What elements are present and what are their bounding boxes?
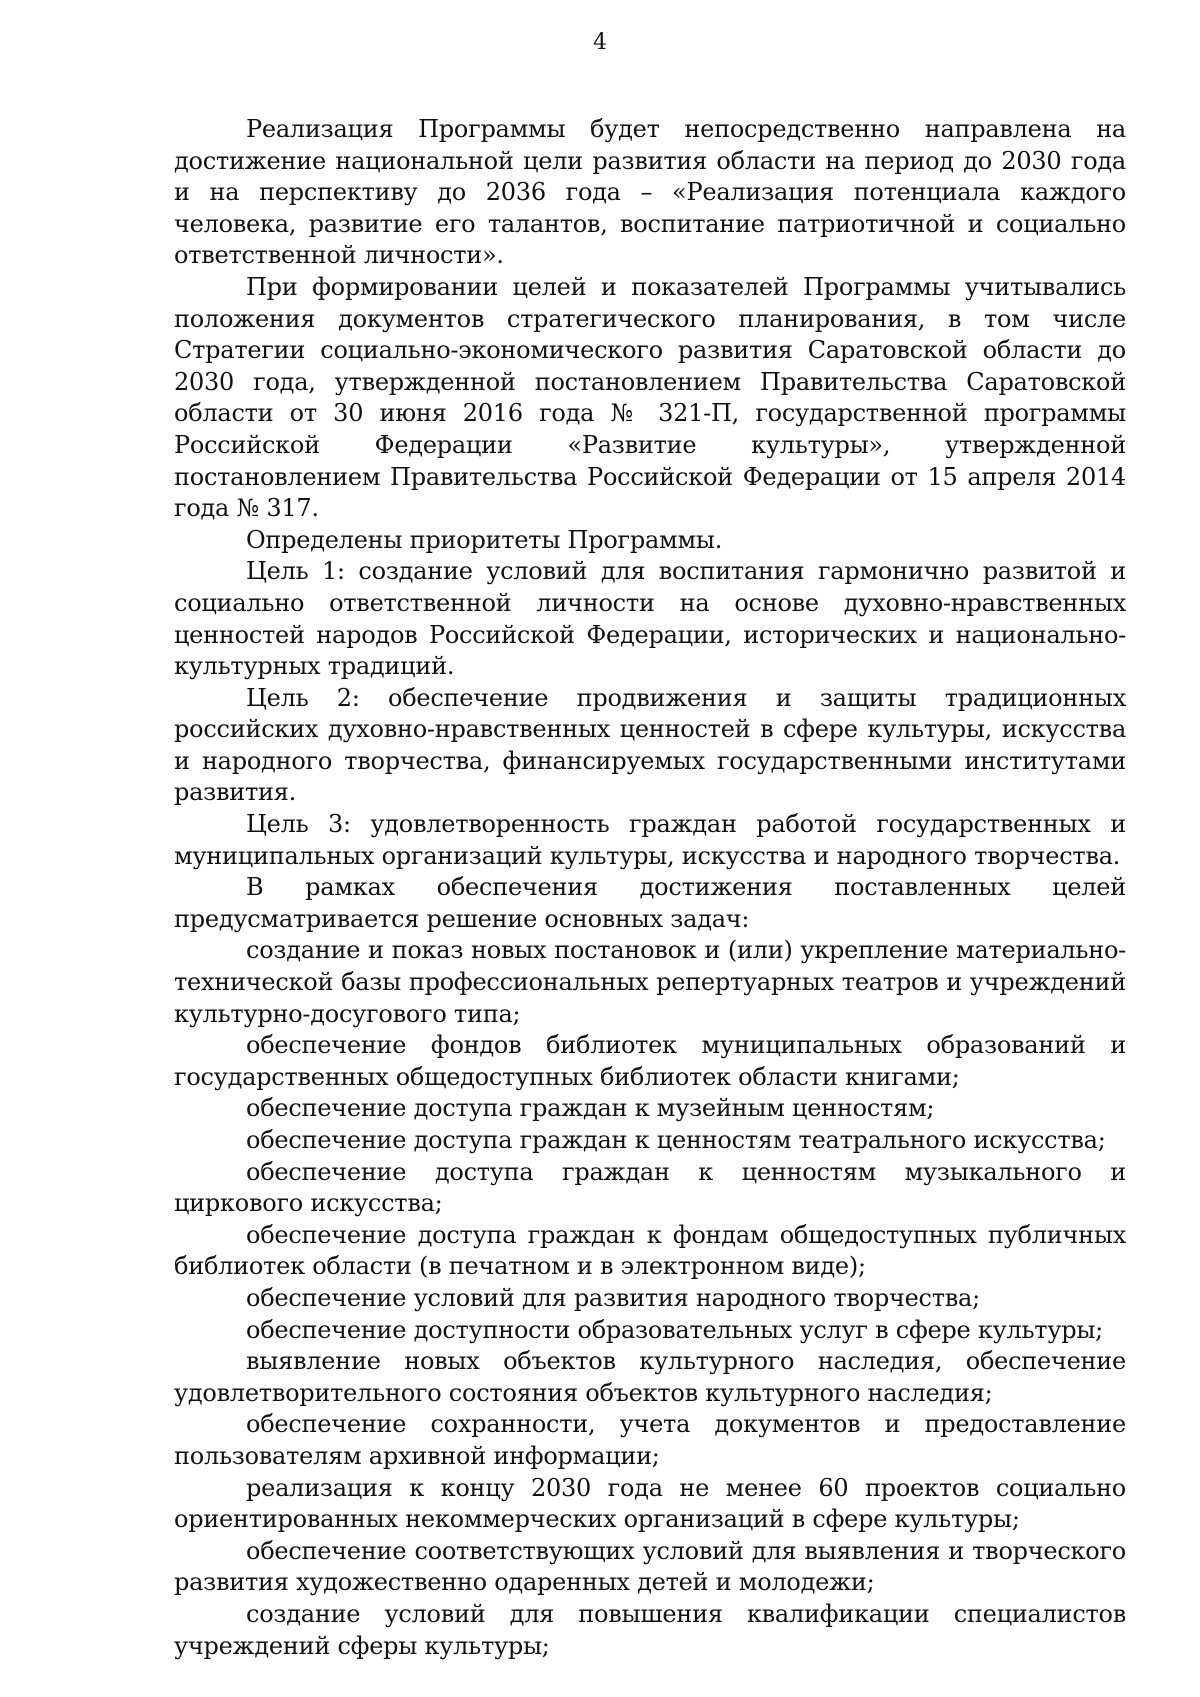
task-item: создание и показ новых постановок и (или) укрепление материально-технической базы профессиональных репертуарных театров и учреждений культурно-досугового типа; (174, 936, 1126, 1028)
task-item: обеспечение фондов библиотек муниципальных образований и государственных общедоступных библиотек области книгами; (174, 1031, 1126, 1091)
paragraph-strategic-documents: При формировании целей и показателей Программы учитывались положения документов стратегического планирования, в том числе Стратегии социально-экономического развития Саратовской области до 2030 года, утвержденной постановлением Правительства Саратовской области от 30 июня 2016 года № 321-П, государственной программы Российской Федерации «Развитие культуры», утвержденной постановлением Правительства Российской Федерации от 15 апреля 2014 года № 317. (174, 272, 1126, 523)
task-item: обеспечение доступа граждан к музейным ценностям; (246, 1094, 935, 1123)
paragraph-priorities: Определены приоритеты Программы. (246, 525, 723, 554)
task-item: обеспечение доступа граждан к ценностям музыкального и циркового искусства; (174, 1157, 1126, 1218)
paragraph-program-goal: Реализация Программы будет непосредственно направлена на достижение национальной цели развития области на период до 2030 года и на перспективу до 2036 года – «Реализация потенциала каждого человека, развитие его талантов, воспитание патриотичной и социально ответственной личности». (174, 115, 1126, 270)
task-item: реализация к концу 2030 года не менее 60 проектов социально ориентированных некоммерческих организаций в сфере культуры; (174, 1473, 1126, 1534)
task-item: обеспечение доступности образовательных услуг в сфере культуры; (246, 1315, 1104, 1344)
page-number: 4 (593, 30, 607, 55)
paragraph-tasks-intro: В рамках обеспечения достижения поставленных целей предусматривается решение основных задач: (174, 873, 1126, 933)
task-item: выявление новых объектов культурного наследия, обеспечение удовлетворительного состояния объектов культурного наследия; (174, 1347, 1126, 1407)
task-item: обеспечение соответствующих условий для выявления и творческого развития художественно одаренных детей и молодежи; (174, 1536, 1126, 1597)
paragraph-goal-1: Цель 1: создание условий для воспитания гармонично развитой и социально ответственной личности на основе духовно-нравственных ценностей народов Российской Федерации, исторических и национально-культурных традиций. (174, 557, 1126, 681)
task-item: обеспечение сохранности, учета документов и предоставление пользователям архивной информации; (174, 1410, 1126, 1470)
task-item: обеспечение доступа граждан к ценностям театрального искусства; (246, 1126, 1106, 1154)
paragraph-goal-2: Цель 2: обеспечение продвижения и защиты традиционных российских духовно-нравственных ценностей в сфере культуры, искусства и народного творчества, финансируемых государственными институтами развития. (174, 683, 1126, 807)
task-item: создание условий для повышения квалификации специалистов учреждений сферы культуры; (174, 1599, 1126, 1660)
task-item: обеспечение условий для развития народного творчества; (246, 1283, 980, 1312)
paragraph-goal-3: Цель 3: удовлетворенность граждан работой государственных и муниципальных организаций культуры, искусства и народного творчества. (174, 810, 1126, 870)
document-body (174, 114, 1126, 1662)
task-item: обеспечение доступа граждан к фондам общедоступных публичных библиотек области (в печатном и в электронном виде); (174, 1220, 1126, 1281)
